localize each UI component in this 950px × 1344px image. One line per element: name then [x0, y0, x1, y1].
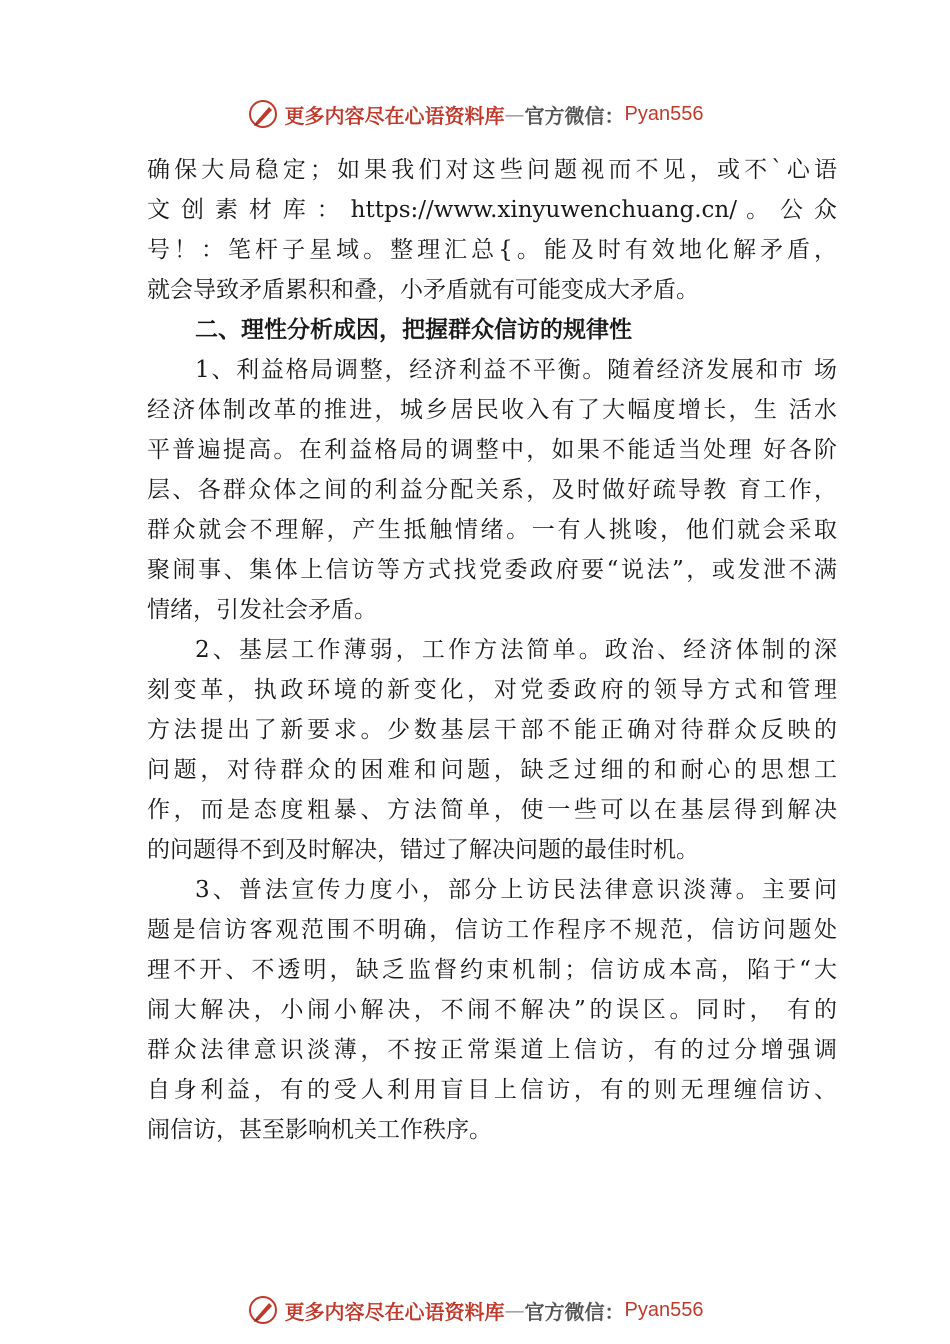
body-line: 理不开、不透明，缺乏监督约束机制；信访成本高，陷于“大 [147, 957, 837, 983]
header-wechat-label: 官方微信： [524, 103, 625, 128]
body-line: 1、利益格局调整，经济利益不平衡。随着经济发展和市 场 [195, 357, 837, 383]
document-body [147, 150, 837, 1150]
body-line: 刻变革，执政环境的新变化，对党委政府的领导方式和管理 [147, 677, 837, 703]
body-line: 号！：笔杆子星域。整理汇总{。能及时有效地化解矛盾， [147, 237, 837, 263]
body-line: 方法提出了新要求。少数基层干部不能正确对待群众反映的 [147, 717, 837, 743]
body-line: 自身利益，有的受人利用盲目上信访，有的则无理缠信访、 [147, 1077, 837, 1103]
header-wechat-id: Pyan556 [624, 102, 704, 125]
pen-logo-icon [247, 1294, 279, 1326]
body-line: 作，而是态度粗暴、方法简单，使一些可以在基层得到解决 [147, 797, 837, 823]
footer-dash: — [504, 1298, 525, 1322]
footer-site-name: 更多内容尽在心语资料库 [284, 1299, 505, 1324]
footer-wechat-label: 官方微信： [524, 1299, 625, 1324]
body-line: 群众法律意识淡薄，不按正常渠道上信访，有的过分增强调 [147, 1037, 837, 1063]
footer-banner [0, 1292, 950, 1328]
pen-logo-icon [247, 98, 279, 130]
body-line: 文 创 素 材 库 ： https://www.xinyuwenchuang.cn/ 。 公 众 [147, 197, 837, 223]
body-line: 经济体制改革的推进，城乡居民收入有了大幅度增长，生 活水 [147, 397, 837, 423]
body-line: 3、普法宣传力度小，部分上访民法律意识淡薄。主要问 [195, 877, 837, 903]
body-line: 群众就会不理解，产生抵触情绪。一有人挑唆，他们就会采取 [147, 517, 837, 543]
header-banner [0, 96, 950, 132]
header-site-name: 更多内容尽在心语资料库 [284, 103, 505, 128]
body-line: 闹信访，甚至影响机关工作秩序。 [147, 1117, 492, 1143]
footer-wechat-id: Pyan556 [624, 1298, 704, 1321]
body-line: 就会导致矛盾累积和叠，小矛盾就有可能变成大矛盾。 [147, 277, 699, 303]
body-line: 情绪，引发社会矛盾。 [147, 597, 377, 623]
body-line: 确保大局稳定；如果我们对这些问题视而不见，或不`心语 [147, 157, 837, 183]
section-heading: 二、理性分析成因，把握群众信访的规律性 [195, 316, 632, 343]
body-line: 聚闹事、集体上信访等方式找党委政府要“说法”，或发泄不满 [147, 557, 837, 583]
body-line: 的问题得不到及时解决，错过了解决问题的最佳时机。 [147, 837, 699, 863]
header-dash: — [504, 102, 525, 126]
body-line: 闹大解决，小闹小解决，不闹不解决”的误区。同时， 有的 [147, 997, 837, 1023]
body-line: 题是信访客观范围不明确，信访工作程序不规范，信访问题处 [147, 917, 837, 943]
body-line: 2、基层工作薄弱，工作方法简单。政治、经济体制的深 [195, 637, 837, 663]
body-line: 层、各群众体之间的利益分配关系，及时做好疏导教 育工作， [147, 477, 837, 503]
body-line: 问题，对待群众的困难和问题，缺乏过细的和耐心的思想工 [147, 757, 837, 783]
body-line: 平普遍提高。在利益格局的调整中，如果不能适当处理 好各阶 [147, 437, 837, 463]
